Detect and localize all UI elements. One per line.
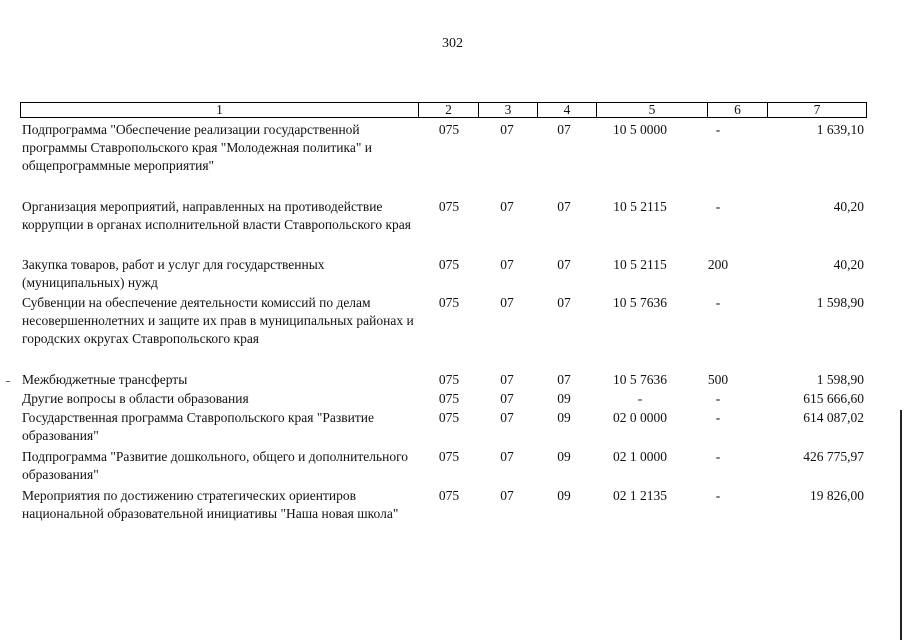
row-code-4: 09: [557, 391, 571, 406]
row-code-2: 075: [438, 199, 460, 214]
row-code-4: 07: [557, 295, 571, 310]
row-code-2: 075: [438, 488, 460, 503]
row-code-5: 10 5 2115: [613, 257, 667, 272]
row-amount: 614 087,02: [803, 410, 864, 425]
header-col-2: 2: [418, 103, 478, 117]
row-code-6: 200: [707, 257, 729, 272]
row-code-2: 075: [438, 257, 460, 272]
row-code-6: -: [715, 488, 721, 503]
row-name: Другие вопросы в области образования: [22, 391, 249, 406]
row-name: Закупка товаров, работ и услуг для государственных (муниципальных) нужд: [22, 257, 325, 290]
row-code-4: 09: [557, 410, 571, 425]
row-code-2: 075: [438, 391, 460, 406]
row-code-2: 075: [438, 410, 460, 425]
row-code-6: -: [715, 391, 721, 406]
row-name: Подпрограмма "Развитие дошкольного, общего и дополнительного образования": [22, 449, 409, 482]
row-code-6: -: [715, 449, 721, 464]
row-code-6: -: [715, 199, 721, 214]
row-name: Подпрограмма "Обеспечение реализации государственной программы Ставропольского края "Молодежная политика" и общепрограммные мероприятия": [22, 122, 372, 173]
row-code-4: 07: [557, 199, 571, 214]
row-code-5: 02 1 0000: [613, 449, 667, 464]
row-code-3: 07: [500, 488, 514, 503]
header-col-3: 3: [478, 103, 537, 117]
row-name: Мероприятия по достижению стратегических ориентиров национальной образовательной инициативы "Наша новая школа": [22, 488, 399, 521]
row-code-4: 07: [557, 122, 571, 137]
row-code-5: 10 5 7636: [613, 372, 667, 387]
scan-mark: [6, 381, 10, 382]
row-code-2: 075: [438, 449, 460, 464]
row-amount: 615 666,60: [803, 391, 864, 406]
row-code-3: 07: [500, 449, 514, 464]
row-amount: 1 598,90: [816, 295, 864, 310]
row-amount: 426 775,97: [803, 449, 864, 464]
row-code-6: 500: [707, 372, 729, 387]
row-code-5: 02 1 2135: [613, 488, 667, 503]
row-name: Межбюджетные трансферты: [22, 372, 188, 387]
row-name: Государственная программа Ставропольского края "Развитие образования": [22, 410, 374, 443]
row-code-2: 075: [438, 122, 460, 137]
row-code-3: 07: [500, 391, 514, 406]
row-code-5: 10 5 2115: [613, 199, 667, 214]
row-code-6: -: [715, 122, 721, 137]
row-code-3: 07: [500, 410, 514, 425]
row-code-6: -: [715, 410, 721, 425]
row-code-4: 09: [557, 449, 571, 464]
table-header: [20, 102, 867, 118]
row-amount: 40,20: [833, 257, 864, 272]
header-col-7: 7: [767, 103, 866, 117]
row-code-4: 09: [557, 488, 571, 503]
row-amount: 1 598,90: [816, 372, 864, 387]
page-number: 302: [442, 36, 463, 51]
scan-edge-line: [900, 410, 902, 640]
row-code-3: 07: [500, 295, 514, 310]
row-code-3: 07: [500, 257, 514, 272]
row-code-4: 07: [557, 257, 571, 272]
row-code-5: 10 5 0000: [613, 122, 667, 137]
header-col-1: 1: [216, 102, 223, 117]
row-code-4: 07: [557, 372, 571, 387]
row-code-6: -: [715, 295, 721, 310]
row-amount: 40,20: [833, 199, 864, 214]
row-amount: 19 826,00: [810, 488, 864, 503]
header-col-4: 4: [537, 103, 596, 117]
row-code-3: 07: [500, 199, 514, 214]
row-code-5: 10 5 7636: [613, 295, 667, 310]
header-col-6: 6: [707, 103, 767, 117]
row-code-2: 075: [438, 372, 460, 387]
row-code-3: 07: [500, 122, 514, 137]
row-code-3: 07: [500, 372, 514, 387]
row-code-5: 02 0 0000: [613, 410, 667, 425]
row-code-5: -: [637, 391, 643, 406]
header-col-5: 5: [596, 103, 707, 117]
row-name: Организация мероприятий, направленных на противодействие коррупции в органах исполнительной власти Ставропольского края: [22, 199, 411, 232]
row-code-2: 075: [438, 295, 460, 310]
row-name: Субвенции на обеспечение деятельности комиссий по делам несовершеннолетних и защите их прав в муниципальных районах и городских округах Ставропольского края: [22, 295, 414, 346]
row-amount: 1 639,10: [816, 122, 864, 137]
